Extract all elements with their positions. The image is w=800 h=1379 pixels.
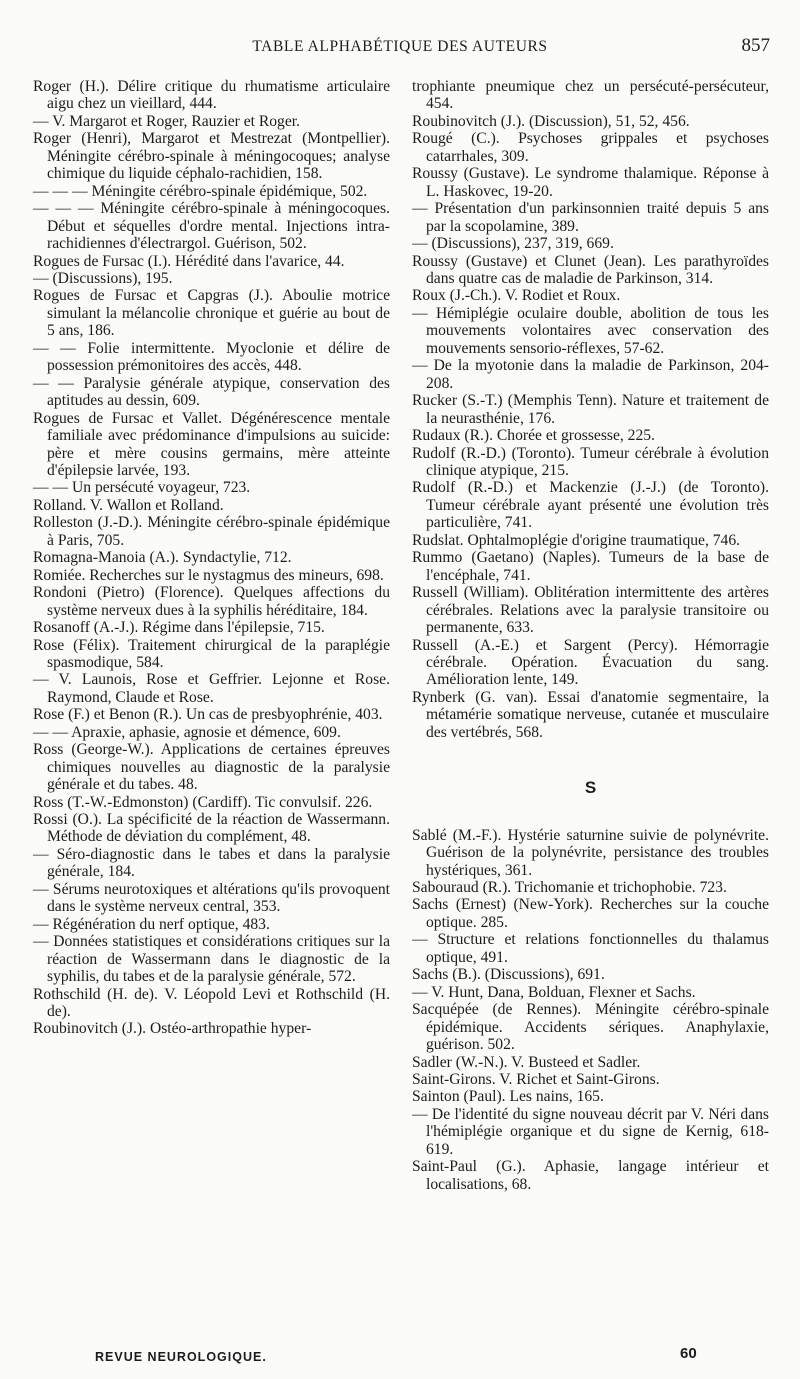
index-entry: Rolleston (J.-D.). Méningite cérébro-spinale épidémique à Paris, 705. xyxy=(33,514,390,549)
page-header xyxy=(0,35,800,62)
index-entry: Sadler (W.-N.). V. Busteed et Sadler. xyxy=(412,1053,641,1071)
index-entry: Roubinovitch (J.). Ostéo-arthropathie hyper- xyxy=(33,1020,312,1038)
index-entry: Rummo (Gaetano) (Naples). Tumeurs de la base de l'encéphale, 741. xyxy=(412,549,769,584)
index-entry: — (Discussions), 195. xyxy=(33,269,173,287)
index-entry: Sachs (B.). (Discussions), 691. xyxy=(412,966,605,984)
index-entry: Rogues de Fursac et Capgras (J.). Aboulie motrice simulant la mélancolie chronique et guérie au bout de 5 ans, 186. xyxy=(33,287,390,340)
index-entry: Rougé (C.). Psychoses grippales et psychoses catarrhales, 309. xyxy=(412,130,769,165)
section-letter: S xyxy=(584,778,597,798)
index-entry: Roubinovitch (J.). (Discussion), 51, 52, 456. xyxy=(412,112,690,130)
index-entry: — De l'identité du signe nouveau décrit par V. Néri dans l'hémiplégie organique et du signe de Kernig, 618-619. xyxy=(412,1105,769,1158)
signature-mark: 60 xyxy=(680,1345,697,1362)
index-entry: Saint-Paul (G.). Aphasie, langage intérieur et localisations, 68. xyxy=(412,1158,769,1193)
index-entry: — V. Hunt, Dana, Bolduan, Flexner et Sachs. xyxy=(412,983,696,1001)
index-entry: — V. Margarot et Roger, Rauzier et Roger. xyxy=(33,112,301,130)
index-entry: Sainton (Paul). Les nains, 165. xyxy=(412,1088,604,1106)
running-title: TABLE ALPHABÉTIQUE DES AUTEURS xyxy=(252,38,548,55)
index-entry: — Présentation d'un parkinsonnien traité depuis 5 ans par la scopolamine, 389. xyxy=(412,200,769,235)
index-entry: Saint-Girons. V. Richet et Saint-Girons. xyxy=(412,1071,660,1089)
index-entry: Romagna-Manoia (A.). Syndactylie, 712. xyxy=(33,549,292,567)
index-entry: Romiée. Recherches sur le nystagmus des mineurs, 698. xyxy=(33,566,384,584)
index-entry: Ross (T.-W.-Edmonston) (Cardiff). Tic convulsif. 226. xyxy=(33,793,373,811)
index-entry: trophiante pneumique chez un persécuté-persécuteur, 454. xyxy=(412,78,769,113)
right-column xyxy=(412,78,769,1193)
index-entry: Roussy (Gustave) et Clunet (Jean). Les parathyroïdes dans quatre cas de maladie de Parkinson, 314. xyxy=(412,252,769,287)
index-entry: — Structure et relations fonctionnelles du thalamus optique, 491. xyxy=(412,931,769,966)
index-entry: — Données statistiques et considérations critiques sur la réaction de Wassermann dans le diagnostic de la syphilis, du tabes et de la paralysie générale, 572. xyxy=(33,933,390,986)
index-entry: — V. Launois, Rose et Geffrier. Lejonne et Rose. Raymond, Claude et Rose. xyxy=(33,671,390,706)
index-entry: — Séro-diagnostic dans le tabes et dans la paralysie générale, 184. xyxy=(33,845,390,881)
index-entry: Rothschild (H. de). V. Léopold Levi et Rothschild (H. de). xyxy=(33,985,390,1021)
index-entry: Rogues de Fursac et Vallet. Dégénérescence mentale familiale avec prédominance d'impulsions au suicide: père et mère cousins germains, mère atteinte d'épilepsie larvée, 193. xyxy=(33,409,390,479)
index-entry: — Sérums neurotoxiques et altérations qu'ils provoquent dans le système nerveux central, 353. xyxy=(33,880,390,916)
journal-footer: REVUE NEUROLOGIQUE. xyxy=(95,1350,267,1364)
index-entry: Rudaux (R.). Chorée et grossesse, 225. xyxy=(412,427,655,445)
index-entry: — — — Méningite cérébro-spinale à méningocoques. Début et séquelles d'ordre mental. Injections intra-rachidiennes d'électrargol. Guérison, 502. xyxy=(33,200,390,253)
index-entry: Rudolf (R.-D.) et Mackenzie (J.-J.) (de Toronto). Tumeur cérébrale ayant présenté une évolution très particulière, 741. xyxy=(412,479,769,532)
index-entry: Sablé (M.-F.). Hystérie saturnine suivie de polynévrite. Guérison de la polynévrite, persistance des troubles hystériques, 361. xyxy=(412,826,769,879)
index-entry: Rose (F.) et Benon (R.). Un cas de presbyophrénie, 403. xyxy=(33,706,383,724)
index-entry: Rossi (O.). La spécificité de la réaction de Wassermann. Méthode de déviation du complément, 48. xyxy=(33,811,390,846)
index-entry: — — Apraxie, aphasie, agnosie et démence, 609. xyxy=(33,723,341,741)
index-entry: — — Paralysie générale atypique, conservation des aptitudes au dessin, 609. xyxy=(33,374,390,410)
index-entry: Rucker (S.-T.) (Memphis Tenn). Nature et traitement de la neurasthénie, 176. xyxy=(412,392,769,427)
index-entry: Roussy (Gustave). Le syndrome thalamique. Réponse à L. Haskovec, 19-20. xyxy=(412,165,769,200)
index-entry: Sacquépée (de Rennes). Méningite cérébro-spinale épidémique. Accidents sériques. Anaphylaxie, guérison. 502. xyxy=(412,1001,769,1054)
index-entry: — — — Méningite cérébro-spinale épidémique, 502. xyxy=(33,182,368,200)
index-entry: Roger (Henri), Margarot et Mestrezat (Montpellier). Méningite cérébro-spinale à méningocoques; analyse chimique du liquide céphalo-rachidien, 158. xyxy=(33,130,390,183)
index-entry: Rudolf (R.-D.) (Toronto). Tumeur cérébrale à évolution clinique atypique, 215. xyxy=(412,444,769,479)
index-entry: — — Folie intermittente. Myoclonie et délire de possession prémonitoires des accès, 448. xyxy=(33,339,390,375)
index-entry: Rosanoff (A.-J.). Régime dans l'épilepsie, 715. xyxy=(33,619,325,637)
index-entry: — Hémiplégie oculaire double, abolition de tous les mouvements volontaires avec conservation des mouvements sensorio-réflexes, 57-62. xyxy=(412,304,769,357)
index-entry: Rudslat. Ophtalmoplégie d'origine traumatique, 746. xyxy=(412,531,741,549)
page-number: 857 xyxy=(741,35,770,56)
right-column-r-entries xyxy=(412,78,769,741)
index-entry: Rogues de Fursac (I.). Hérédité dans l'avarice, 44. xyxy=(33,252,345,270)
index-entry: — — Un persécuté voyageur, 723. xyxy=(33,479,251,497)
index-entry: Russell (William). Oblitération intermittente des artères cérébrales. Relations avec la paralysie transitoire ou permanente, 633. xyxy=(412,584,769,637)
index-entry: Rose (Félix). Traitement chirurgical de la paraplégie spasmodique, 584. xyxy=(33,636,390,671)
index-entry: Rolland. V. Wallon et Rolland. xyxy=(33,496,224,514)
index-entry: Sachs (Ernest) (New-York). Recherches sur la couche optique. 285. xyxy=(412,896,769,931)
right-column-s-entries xyxy=(412,827,769,1194)
index-entry: Ross (George-W.). Applications de certaines épreuves chimiques nouvelles au diagnostic de la paralysie générale et du tabes. 48. xyxy=(33,741,390,794)
index-entry: — De la myotonie dans la maladie de Parkinson, 204-208. xyxy=(412,357,769,392)
index-entry: Roger (H.). Délire critique du rhumatisme articulaire aigu chez un vieillard, 444. xyxy=(33,78,390,113)
index-entry: — (Discussions), 237, 319, 669. xyxy=(412,235,614,253)
index-entry: — Régénération du nerf optique, 483. xyxy=(33,915,270,933)
left-column xyxy=(33,78,390,1038)
index-entry: Rondoni (Pietro) (Florence). Quelques affections du système nerveux dues à la syphilis héréditaire, 184. xyxy=(33,584,390,619)
index-entry: Roux (J.-Ch.). V. Rodiet et Roux. xyxy=(412,287,621,305)
index-entry: Russell (A.-E.) et Sargent (Percy). Hémorragie cérébrale. Opération. Évacuation du sang. Amélioration lente, 149. xyxy=(412,636,769,689)
index-entry: Rynberk (G. van). Essai d'anatomie segmentaire, la métamérie somatique nerveuse, cutanée et musculaire des vertébrés, 568. xyxy=(412,688,769,741)
index-entry: Sabouraud (R.). Trichomanie et trichophobie. 723. xyxy=(412,879,727,897)
